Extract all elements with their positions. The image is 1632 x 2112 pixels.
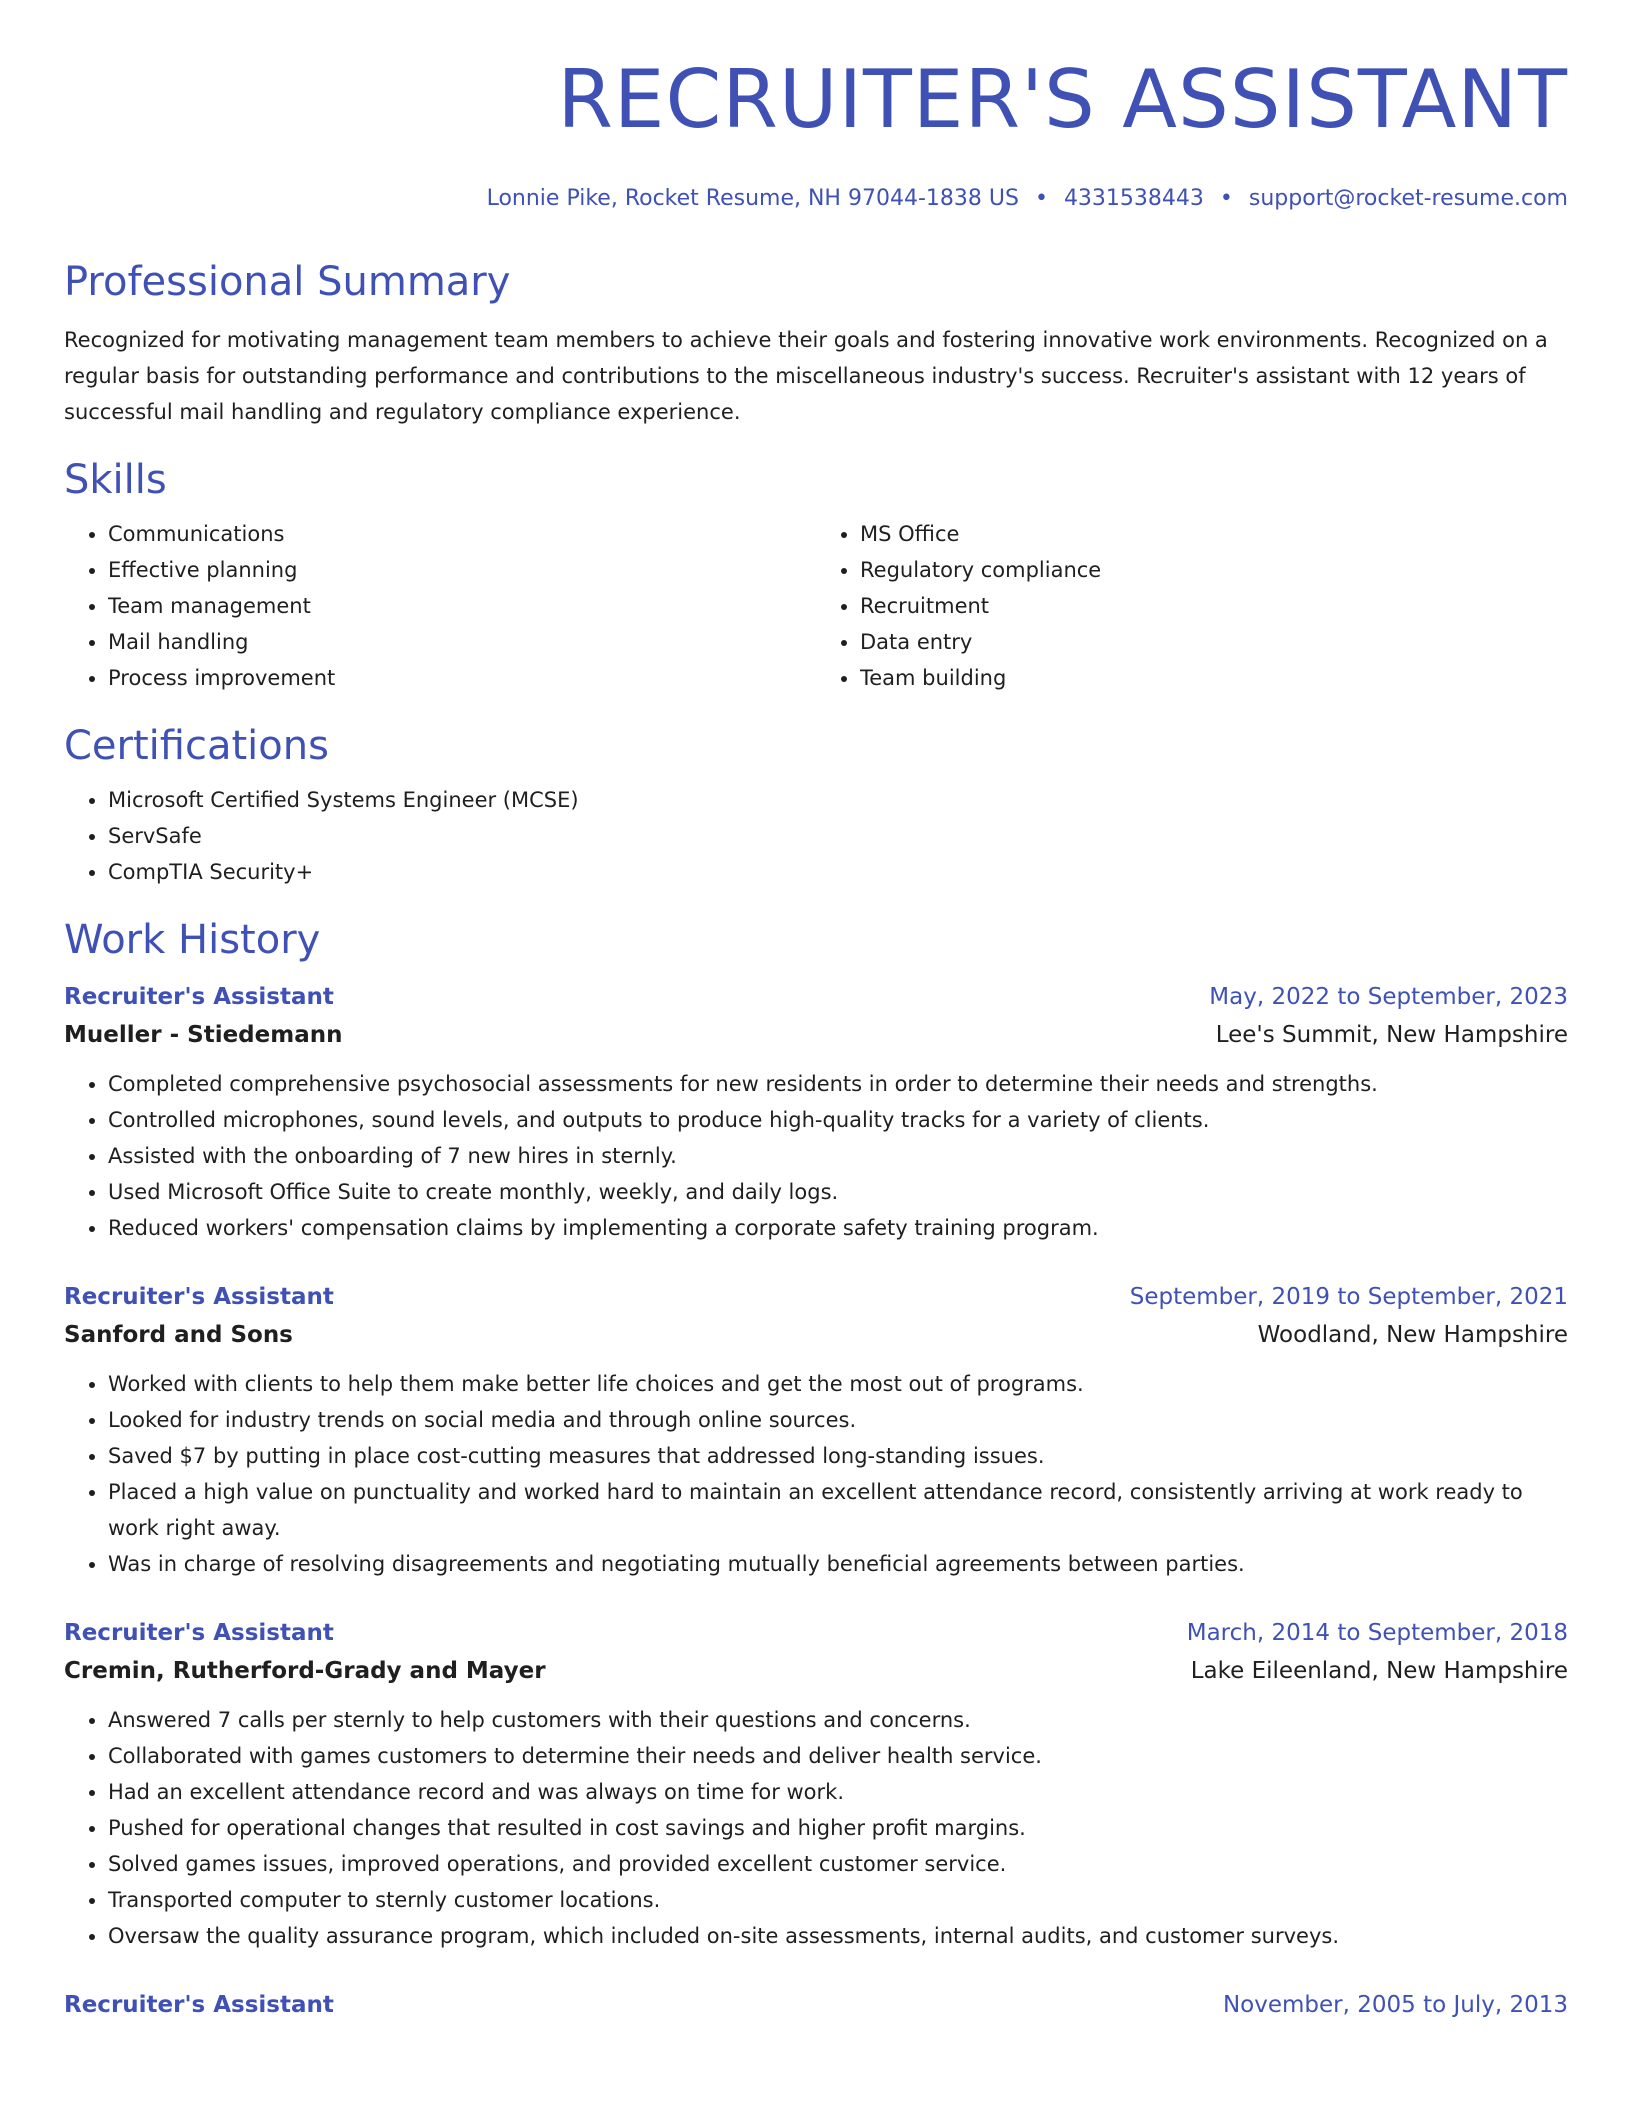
skills-heading: Skills xyxy=(64,457,167,503)
job-bullet: • Transported computer to sternly customer locations. xyxy=(108,1882,1568,1918)
job-bullet: • Pushed for operational changes that resulted in cost savings and higher profit margins. xyxy=(108,1810,1568,1846)
skill-item: • Effective planning xyxy=(108,552,816,588)
job-company: Sanford and Sons xyxy=(64,1322,293,1348)
skill-item: • Team building xyxy=(860,660,1568,696)
resume-header xyxy=(64,0,1568,214)
summary-section xyxy=(64,258,1568,430)
job-bullet: • Had an excellent attendance record and was always on time for work. xyxy=(108,1774,1568,1810)
skill-item: • Mail handling xyxy=(108,624,816,660)
job-company: Mueller - Stiedemann xyxy=(64,1022,343,1048)
job-dates: November, 2005 to July, 2013 xyxy=(1222,1992,1568,2018)
summary-heading: Professional Summary xyxy=(64,259,511,305)
skill-item: • Data entry xyxy=(860,624,1568,660)
contact-separator: • xyxy=(1219,186,1233,211)
skill-item: • Process improvement xyxy=(108,660,816,696)
job-title-row xyxy=(64,978,1568,1016)
job-location: Woodland, New Hampshire xyxy=(1257,1322,1568,1348)
contact-separator: • xyxy=(1034,186,1048,211)
contact-line xyxy=(64,184,1568,214)
certifications-list xyxy=(64,782,1568,890)
contact-email[interactable]: support@rocket-resume.com xyxy=(1248,186,1568,211)
skills-section xyxy=(64,456,1568,696)
job-location: Lee's Summit, New Hampshire xyxy=(1215,1022,1568,1048)
job-bullet: • Saved $7 by putting in place cost-cutting measures that addressed long-standing issues. xyxy=(108,1438,1568,1474)
certifications-heading: Certifications xyxy=(64,723,329,769)
job-bullet: • Answered 7 calls per sternly to help customers with their questions and concerns. xyxy=(108,1702,1568,1738)
job-bullet: • Collaborated with games customers to determine their needs and deliver health service. xyxy=(108,1738,1568,1774)
certification-item: • ServSafe xyxy=(108,818,1568,854)
contact-phone: 4331538443 xyxy=(1063,186,1204,211)
job-dates: September, 2019 to September, 2021 xyxy=(1129,1284,1568,1310)
skills-list-left xyxy=(64,516,816,696)
skill-item: • MS Office xyxy=(860,516,1568,552)
job-bullet: • Placed a high value on punctuality and worked hard to maintain an excellent attendance record, consistently arriving at work ready to work right away. xyxy=(108,1474,1568,1546)
skill-item: • Regulatory compliance xyxy=(860,552,1568,588)
job-title: Recruiter's Assistant xyxy=(64,1992,334,2018)
job-title-row xyxy=(64,1986,1568,2024)
job-entry xyxy=(64,1986,1568,2024)
job-bullets xyxy=(64,1066,1568,1246)
job-bullets xyxy=(64,1366,1568,1582)
certification-item: • Microsoft Certified Systems Engineer (MCSE) xyxy=(108,782,1568,818)
job-bullet: • Looked for industry trends on social media and through online sources. xyxy=(108,1402,1568,1438)
job-bullet: • Used Microsoft Office Suite to create monthly, weekly, and daily logs. xyxy=(108,1174,1568,1210)
job-bullet: • Reduced workers' compensation claims by implementing a corporate safety training program. xyxy=(108,1210,1568,1246)
job-title: Recruiter's Assistant xyxy=(64,984,334,1010)
job-title-row xyxy=(64,1614,1568,1652)
contact-address: Lonnie Pike, Rocket Resume, NH 97044-1838 US xyxy=(486,186,1019,211)
job-company-row xyxy=(64,1016,1568,1054)
job-bullet: • Oversaw the quality assurance program, which included on-site assessments, internal audits, and customer surveys. xyxy=(108,1918,1568,1954)
skill-item: • Recruitment xyxy=(860,588,1568,624)
job-bullet: • Solved games issues, improved operations, and provided excellent customer service. xyxy=(108,1846,1568,1882)
summary-text: Recognized for motivating management team members to achieve their goals and fostering innovative work environments. Recognized on a regular basis for outstanding performance and contributions to the miscellaneous industry's success. Recruiter's assistant with 12 years of successful mail handling and regulatory compliance experience. xyxy=(64,328,1548,424)
job-bullet: • Worked with clients to help them make better life choices and get the most out of programs. xyxy=(108,1366,1568,1402)
certification-item: • CompTIA Security+ xyxy=(108,854,1568,890)
skills-grid xyxy=(64,504,1568,696)
job-entry xyxy=(64,1614,1568,1954)
certifications-section xyxy=(64,722,1568,890)
skill-item: • Team management xyxy=(108,588,816,624)
job-location: Lake Eileenland, New Hampshire xyxy=(1190,1658,1568,1684)
job-entry xyxy=(64,1278,1568,1582)
job-bullet: • Completed comprehensive psychosocial assessments for new residents in order to determine their needs and strengths. xyxy=(108,1066,1568,1102)
job-dates: March, 2014 to September, 2018 xyxy=(1186,1620,1568,1646)
job-company-row xyxy=(64,1316,1568,1354)
job-company: Cremin, Rutherford-Grady and Mayer xyxy=(64,1658,546,1684)
job-title: Recruiter's Assistant xyxy=(64,1620,334,1646)
work-history-heading: Work History xyxy=(64,917,321,963)
job-entry xyxy=(64,978,1568,1246)
skill-item: • Communications xyxy=(108,516,816,552)
skills-list-right xyxy=(816,516,1568,696)
job-title-row xyxy=(64,1278,1568,1316)
job-bullet: • Was in charge of resolving disagreements and negotiating mutually beneficial agreements between parties. xyxy=(108,1546,1568,1582)
page-title: RECRUITER'S ASSISTANT xyxy=(557,53,1568,146)
job-bullets xyxy=(64,1702,1568,1954)
job-bullet: • Controlled microphones, sound levels, and outputs to produce high-quality tracks for a variety of clients. xyxy=(108,1102,1568,1138)
job-bullet: • Assisted with the onboarding of 7 new hires in sternly. xyxy=(108,1138,1568,1174)
job-title: Recruiter's Assistant xyxy=(64,1284,334,1310)
job-dates: May, 2022 to September, 2023 xyxy=(1209,984,1568,1010)
work-history-section xyxy=(64,916,1568,2024)
job-company-row xyxy=(64,1652,1568,1690)
